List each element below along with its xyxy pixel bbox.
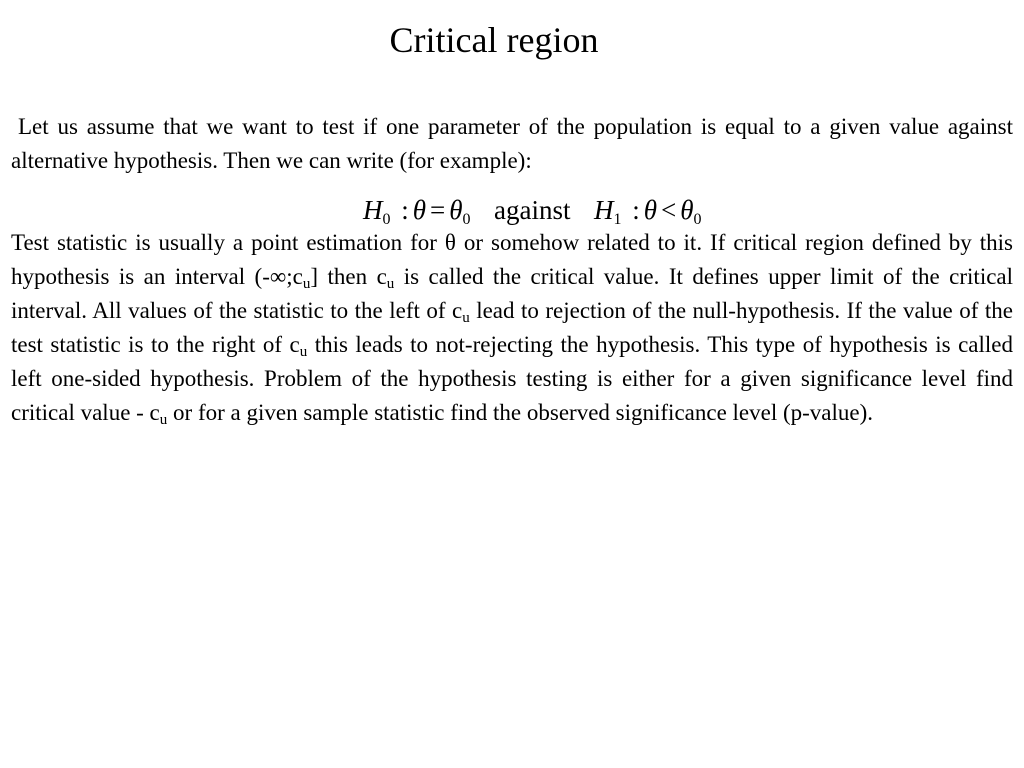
theta-zero-symbol-2: θ xyxy=(680,195,694,225)
theta-symbol-2: θ xyxy=(643,195,658,225)
body-text-3: is called the critical value. It defines upper limit of the critical interval. All values of the statistic to the left of c xyxy=(11,264,1014,323)
cu-subscript-3: u xyxy=(462,310,470,326)
cu-subscript-1: u xyxy=(302,276,311,292)
h0-symbol: H xyxy=(363,195,383,225)
equals-sign: = xyxy=(430,195,446,225)
body-text-4: lead to rejection of the null-hypothesis. If the value of the test statistic is to the right of c xyxy=(11,298,1013,357)
theta-zero-symbol: θ xyxy=(449,195,463,225)
body-paragraph xyxy=(11,226,1013,430)
theta-symbol: θ xyxy=(412,195,427,225)
h1-colon: : xyxy=(632,195,640,225)
theta-zero-subscript-2: 0 xyxy=(693,211,702,228)
hypothesis-formula xyxy=(363,192,702,228)
body-text-6: or for a given sample statistic find the observed significance level (p-value). xyxy=(167,400,874,425)
cu-subscript-4: u xyxy=(299,344,308,360)
slide-title: Critical region xyxy=(389,20,599,60)
h0-subscript: 0 xyxy=(382,211,391,228)
body-text-1: Test statistic is usually a point estimation for θ or somehow related to it. If critical region defined by this hypothesis is an interval (-∞;c xyxy=(11,230,1013,289)
h0-colon: : xyxy=(401,195,409,225)
intro-paragraph: Let us assume that we want to test if one parameter of the population is equal to a given value against alternative hypothesis. Then we can write (for example): xyxy=(11,114,1013,173)
h1-symbol: H xyxy=(594,195,614,225)
body-text-5: this leads to not-rejecting the hypothesis. This type of hypothesis is called left one-sided hypothesis. Problem of the hypothesis testing is either for a given significance level find critical value - c xyxy=(11,332,1013,425)
cu-subscript-2: u xyxy=(386,276,395,292)
cu-subscript-5: u xyxy=(159,412,168,428)
h1-subscript: 1 xyxy=(613,211,622,228)
theta-zero-subscript: 0 xyxy=(462,211,471,228)
less-than-sign: < xyxy=(661,195,677,225)
against-word: against xyxy=(494,195,571,225)
body-text-2: ] then c xyxy=(310,264,387,289)
